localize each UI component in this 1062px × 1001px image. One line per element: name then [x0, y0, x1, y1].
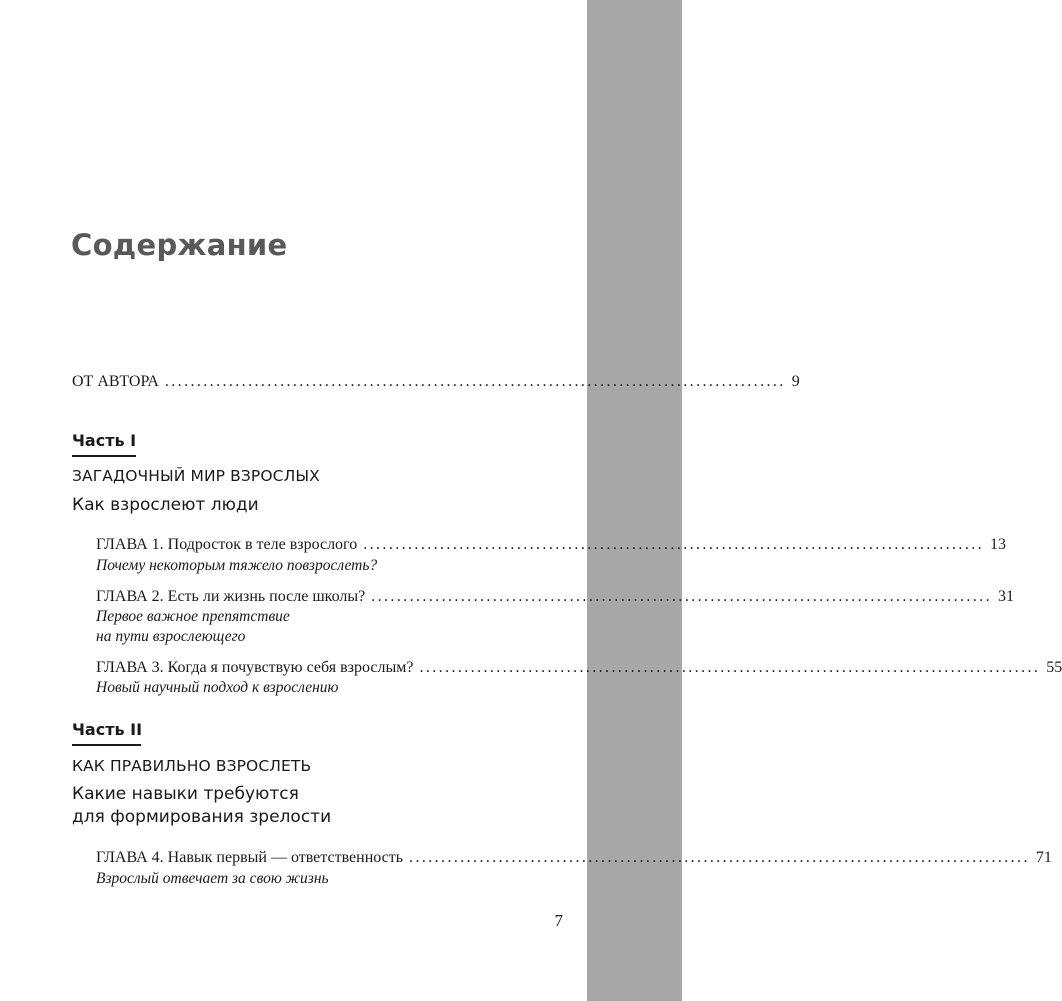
toc-entry-chapter-3[interactable] [96, 658, 1062, 678]
chapter-subtitle: Новый научный подход к взрослению [96, 679, 339, 696]
part-subtitle: Какие навыки требуются [72, 784, 299, 804]
toc-entry-chapter-2[interactable] [96, 587, 1015, 607]
toc-entry-page: 9 [791, 373, 800, 390]
dot-leader: ................................................................................................. [371, 588, 993, 605]
part-rule [72, 455, 136, 457]
part-label: Часть II [72, 720, 143, 739]
part-rule [72, 744, 141, 746]
dot-leader: ................................................................................................. [409, 849, 1030, 866]
chapter-title: ГЛАВА 2. Есть ли жизнь после школы? [96, 588, 366, 605]
chapter-subtitle: Первое важное препятствие [96, 608, 290, 625]
page-title: Содержание [71, 228, 288, 262]
chapter-page: 31 [998, 588, 1015, 605]
dot-leader: ................................................................................................. [164, 373, 786, 390]
page-number: 7 [554, 911, 563, 930]
chapter-page: 71 [1035, 849, 1052, 866]
toc-entry-chapter-4[interactable] [96, 848, 1052, 868]
part-subtitle: Как взрослеют люди [72, 495, 259, 515]
chapter-page: 55 [1046, 659, 1062, 676]
chapter-title: ГЛАВА 3. Когда я почувствую себя взрослым? [96, 659, 414, 676]
toc-entry-label: ОТ АВТОРА [72, 373, 159, 390]
chapter-title: ГЛАВА 4. Навык первый — ответственность [96, 849, 404, 866]
chapter-title: ГЛАВА 1. Подросток в теле взрослого [96, 536, 358, 553]
toc-entry-foreword[interactable] [72, 372, 800, 392]
part-subtitle: для формирования зрелости [72, 807, 332, 827]
chapter-page: 13 [990, 536, 1007, 553]
part-heading: ЗАГАДОЧНЫЙ МИР ВЗРОСЛЫХ [72, 467, 320, 485]
dot-leader: ................................................................................................. [419, 659, 1041, 676]
part-heading: КАК ПРАВИЛЬНО ВЗРОСЛЕТЬ [72, 757, 312, 775]
part-label: Часть I [72, 431, 137, 450]
chapter-subtitle: Почему некоторым тяжело повзрослеть? [96, 557, 378, 574]
chapter-subtitle: на пути взрослеющего [96, 628, 246, 645]
chapter-subtitle: Взрослый отвечает за свою жизнь [96, 870, 329, 887]
dot-leader: ................................................................................................. [363, 536, 985, 553]
toc-entry-chapter-1[interactable] [96, 535, 1007, 555]
